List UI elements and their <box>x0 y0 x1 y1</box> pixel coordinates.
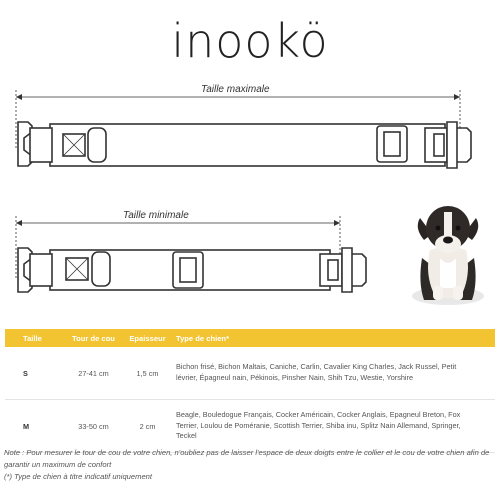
cell-size: M <box>23 421 30 431</box>
puppy-photo <box>400 198 498 308</box>
min-size-label: Taille minimale <box>123 210 189 221</box>
buckle-female <box>447 122 471 168</box>
table-row <box>5 400 495 453</box>
table-header <box>5 329 495 347</box>
footnotes <box>4 447 496 483</box>
collar-max <box>16 90 471 168</box>
cell-breeds: Beagle, Bouledogue Français, Cocker Américain, Cocker Anglais, Epagneul Breton, Fox Terrier, Loulou de Poméranie, Scottish Terrier, Shiba inu, Splitz Nain Allemand, Springer, Teckel <box>176 410 461 441</box>
cell-thickness: 2 cm <box>139 421 156 431</box>
cell-breeds: Bichon frisé, Bichon Maltais, Caniche, Carlin, Cavalier King Charles, Jack Russel, Petit lévrier, Épagneul nain, Pékinois, Pinsher Nain, Shih Tzu, Westie, Yorshire <box>176 362 457 382</box>
table-row <box>5 347 495 400</box>
collar-min <box>16 216 366 292</box>
header-breeds: Type de chien* <box>176 333 230 343</box>
header-size: Taille <box>23 333 42 343</box>
cell-thickness: 1,5 cm <box>136 368 159 378</box>
cell-neck: 33-50 cm <box>78 421 109 431</box>
cell-size: S <box>23 368 28 378</box>
header-neck: Tour de cou <box>72 333 115 343</box>
measure-note: Note : Pour mesurer le tour de cou de votre chien, n'oubliez pas de laisser l'espace de deux doigts entre le collier et le cou de votre chien afin de garantir un maximum de confort <box>4 448 490 469</box>
breed-disclaimer: (*) Type de chien à titre indicatif uniquement <box>4 472 153 481</box>
cell-neck: 27-41 cm <box>78 368 109 378</box>
max-size-label: Taille maximale <box>201 84 270 95</box>
size-table <box>5 329 495 453</box>
header-thickness: Epaisseur <box>129 333 166 343</box>
brand-logo: inookö <box>171 14 329 68</box>
